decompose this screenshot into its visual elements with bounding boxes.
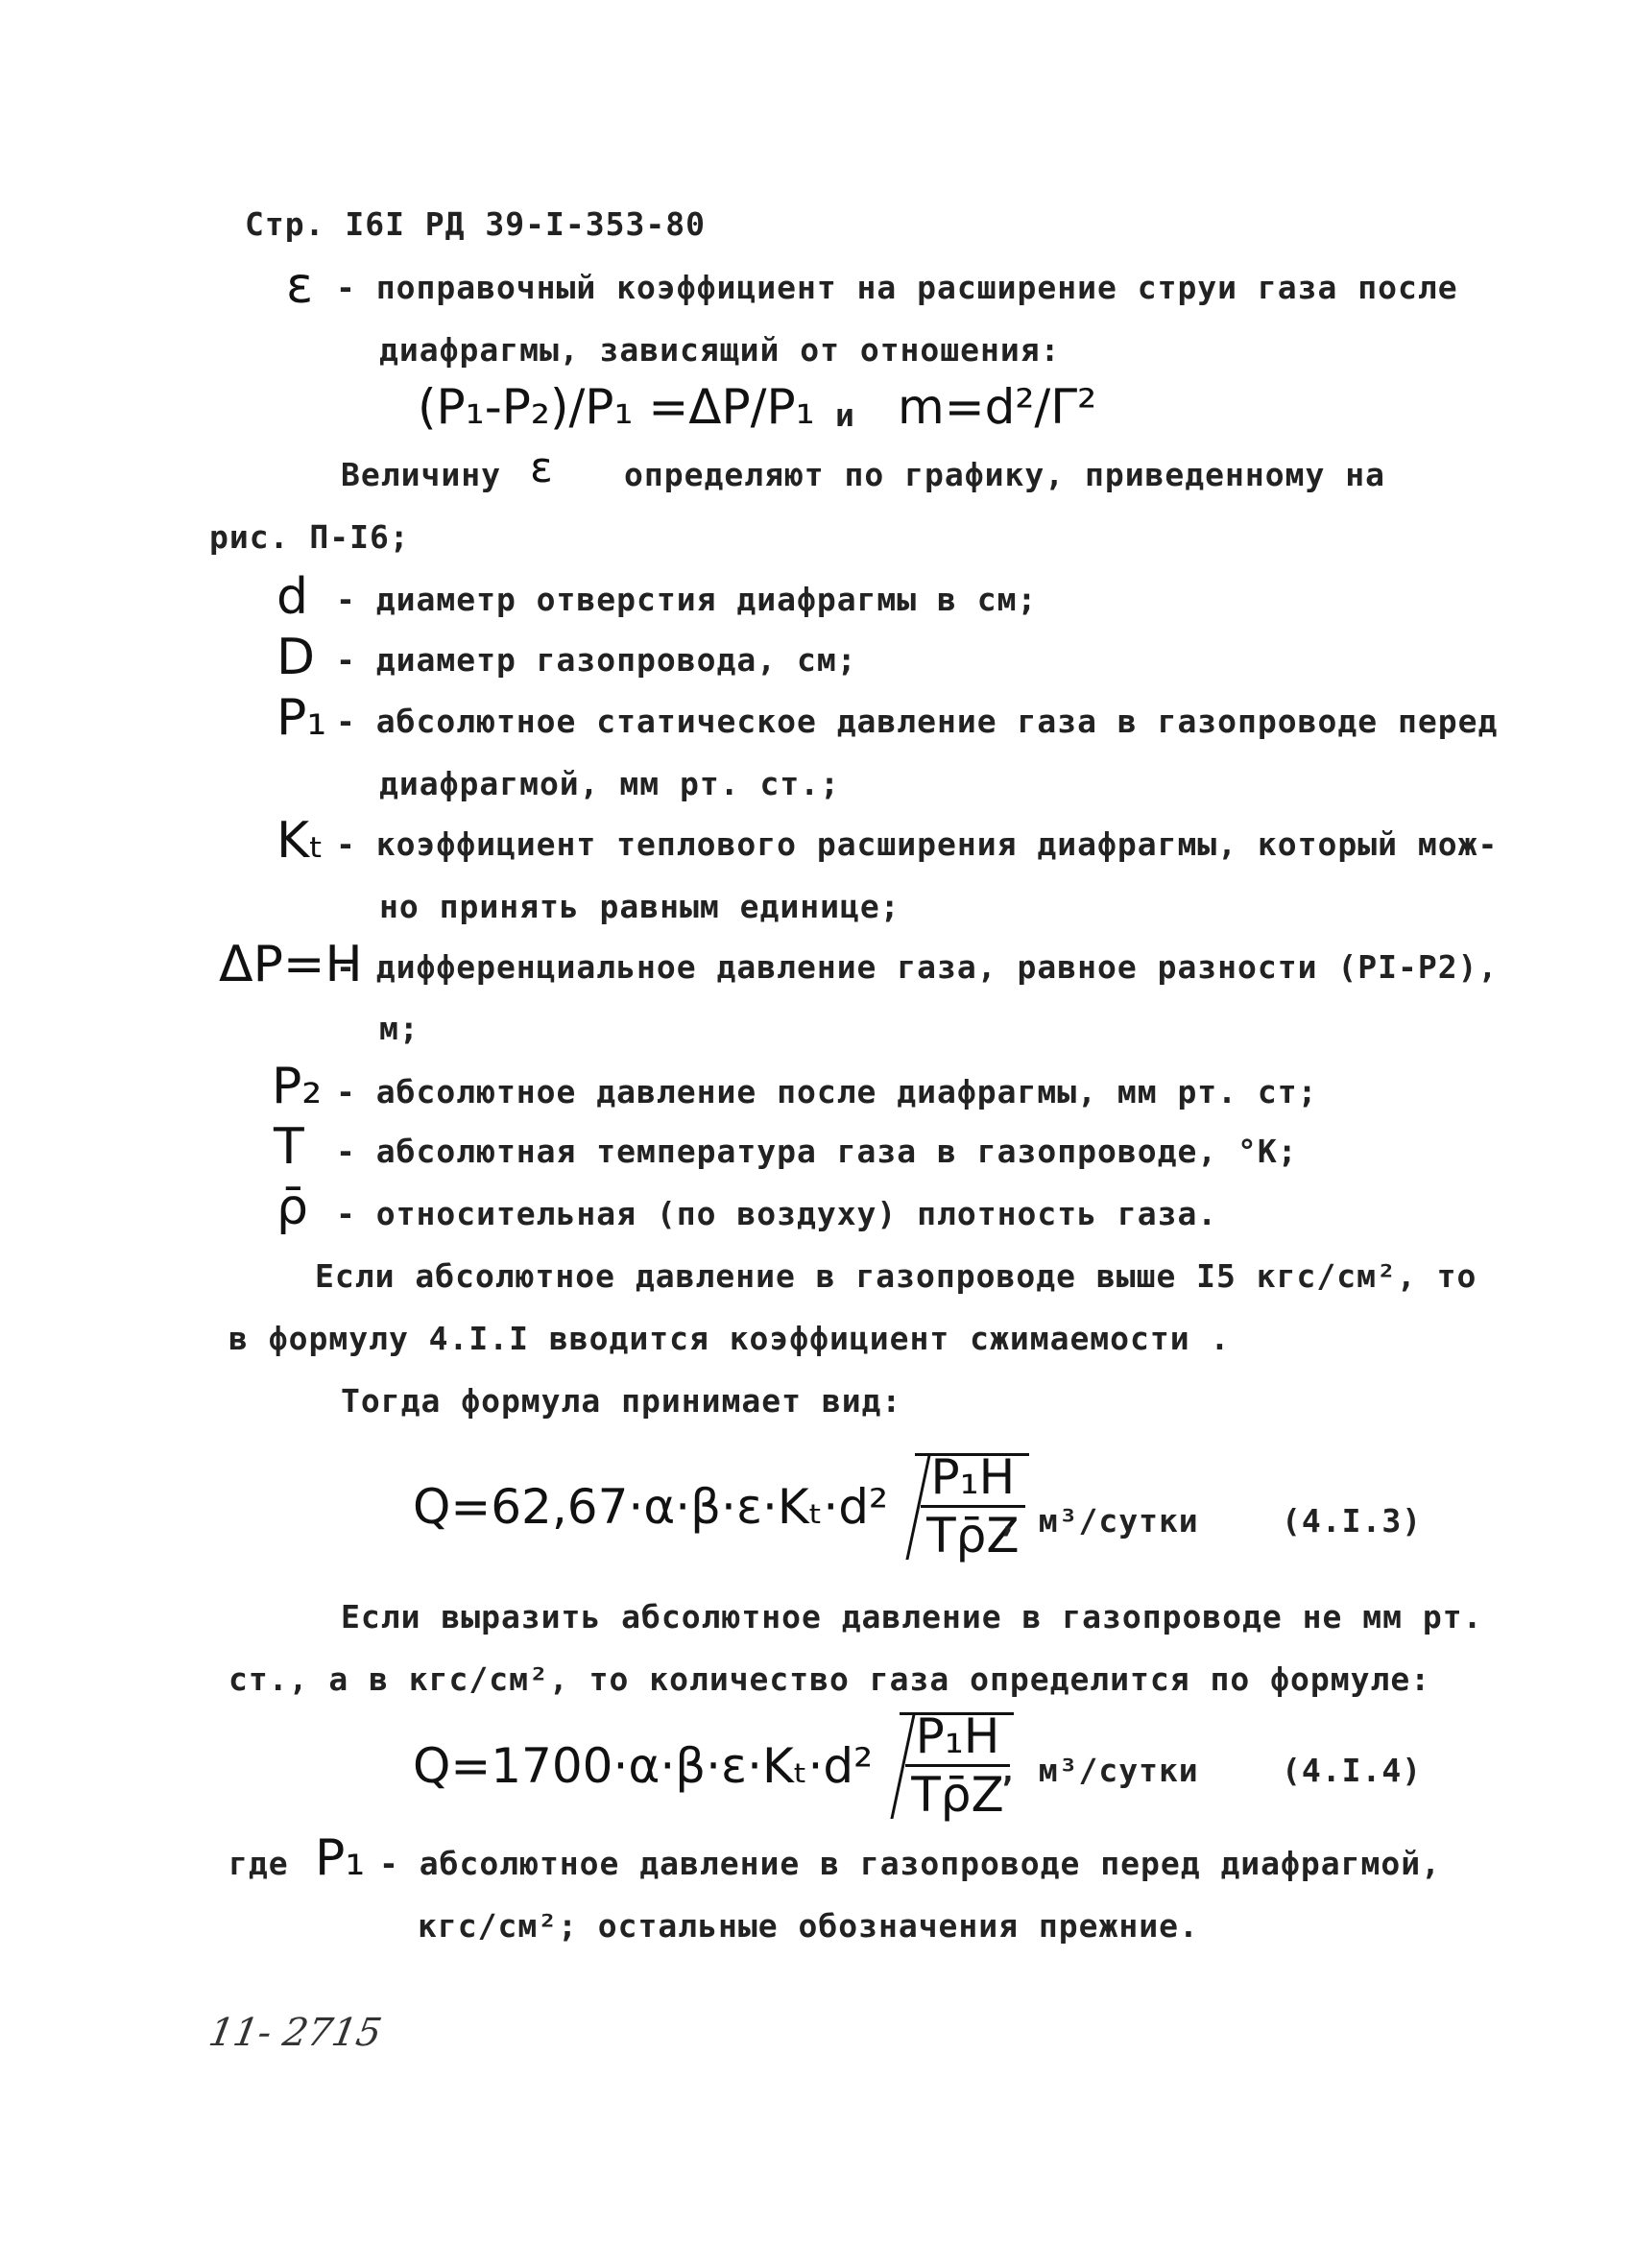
eps-note-line2: рис. П-I6; [209,518,410,556]
handwritten-number: 11- 2715 [204,2011,385,2055]
formula-4-1-4-unit: , м³/сутки [998,1752,1199,1789]
symbol-P2: P₂ [272,1058,323,1115]
formula-4-1-3 [413,1449,1025,1564]
formula-4-1-4-sqrt [873,1708,1010,1823]
def-Kt-line1: - коэффициент теплового расширения диафрагмы, который мож- [336,825,1499,863]
formula-4-1-4-lhs: Q=1700·α·β·ε·Kₜ·d² [413,1737,874,1794]
def-P1-line2: диафрагмой, мм рт. ст.; [379,765,840,802]
def-dP-line2: м; [379,1010,420,1047]
formula-4-1-3-number: (4.I.3) [1282,1502,1423,1540]
symbol-dP-H: ΔP=H [219,936,363,993]
compress-line1: Если абсолютное давление в газопроводе выше I5 кгс/см², то [315,1257,1477,1295]
formula-4-1-3-unit: , м³/сутки [998,1502,1199,1540]
def-Kt-line2: но принять равным единице; [379,888,901,925]
def-d-line1: - диаметр отверстия диафрагмы в см; [336,581,1038,618]
def-dP-line1: - дифференциальное давление газа, равное разности (PI-P2), [336,948,1499,986]
ratio-formula-left: (P₁-P₂)/P₁ =ΔP/P₁ [418,379,815,435]
eps-note-b: определяют по графику, приведенному на [624,456,1385,493]
formula-4-1-4-number: (4.I.4) [1282,1752,1423,1789]
formula-4-1-3-denominator: Tρ̄Z [926,1508,1020,1564]
where-word: где [228,1845,289,1882]
def-P1-line1: - абсолютное статическое давление газа в газопроводе перед [336,703,1499,740]
eps-def-line1: - поправочный коэффициент на расширение струи газа после [336,269,1458,306]
def-D-line1: - диаметр газопровода, см; [336,641,857,679]
compress-line2: в формулу 4.I.I вводится коэффициент сжимаемости . [228,1320,1231,1357]
symbol-d: d [276,568,309,626]
formula-4-1-3-lhs: Q=62,67·α·β·ε·Kₜ·d² [413,1478,889,1535]
def-rho-line1: - относительная (по воздуху) плотность газа. [336,1195,1218,1232]
kgs-line1: Если выразить абсолютное давление в газопроводе не мм рт. [341,1598,1483,1635]
formula-4-1-3-numerator: P₁H [921,1449,1025,1508]
eps-note-symbol: ε [530,443,553,492]
symbol-Kt: Kₜ [276,812,324,870]
page-header: Стр. I6I РД 39-I-353-80 [245,205,706,243]
formula-4-1-4-numerator: P₁H [905,1708,1010,1767]
kgs-line2: ст., а в кгс/см², то количество газа определится по формуле: [228,1660,1431,1698]
ratio-formula-right: m=d²/Γ² [898,379,1097,435]
eps-note-a: Величину [341,456,501,493]
symbol-epsilon: ε [286,257,314,315]
compress-line3: Тогда формула принимает вид: [341,1382,902,1420]
symbol-P1: P₁ [276,689,327,747]
where-line1: - абсолютное давление в газопроводе перед диафрагмой, [379,1845,1441,1882]
formula-4-1-4 [413,1708,1010,1823]
def-T-line1: - абсолютная температура газа в газопроводе, °К; [336,1133,1298,1170]
ratio-formula-and: и [835,396,855,434]
formula-4-1-4-fraction [905,1708,1010,1823]
formula-4-1-4-denominator: Tρ̄Z [911,1767,1004,1823]
where-line2: кгс/см²; остальные обозначения прежние. [418,1907,1199,1945]
symbol-rho-bar: ρ̄ [276,1179,309,1236]
def-P2-line1: - абсолютное давление после диафрагмы, мм рт. ст; [336,1073,1318,1110]
eps-def-line2: диафрагмы, зависящий от отношения: [379,331,1061,369]
symbol-T: T [274,1118,304,1176]
where-symbol-P1: P₁ [315,1829,366,1887]
symbol-D: D [276,629,316,686]
